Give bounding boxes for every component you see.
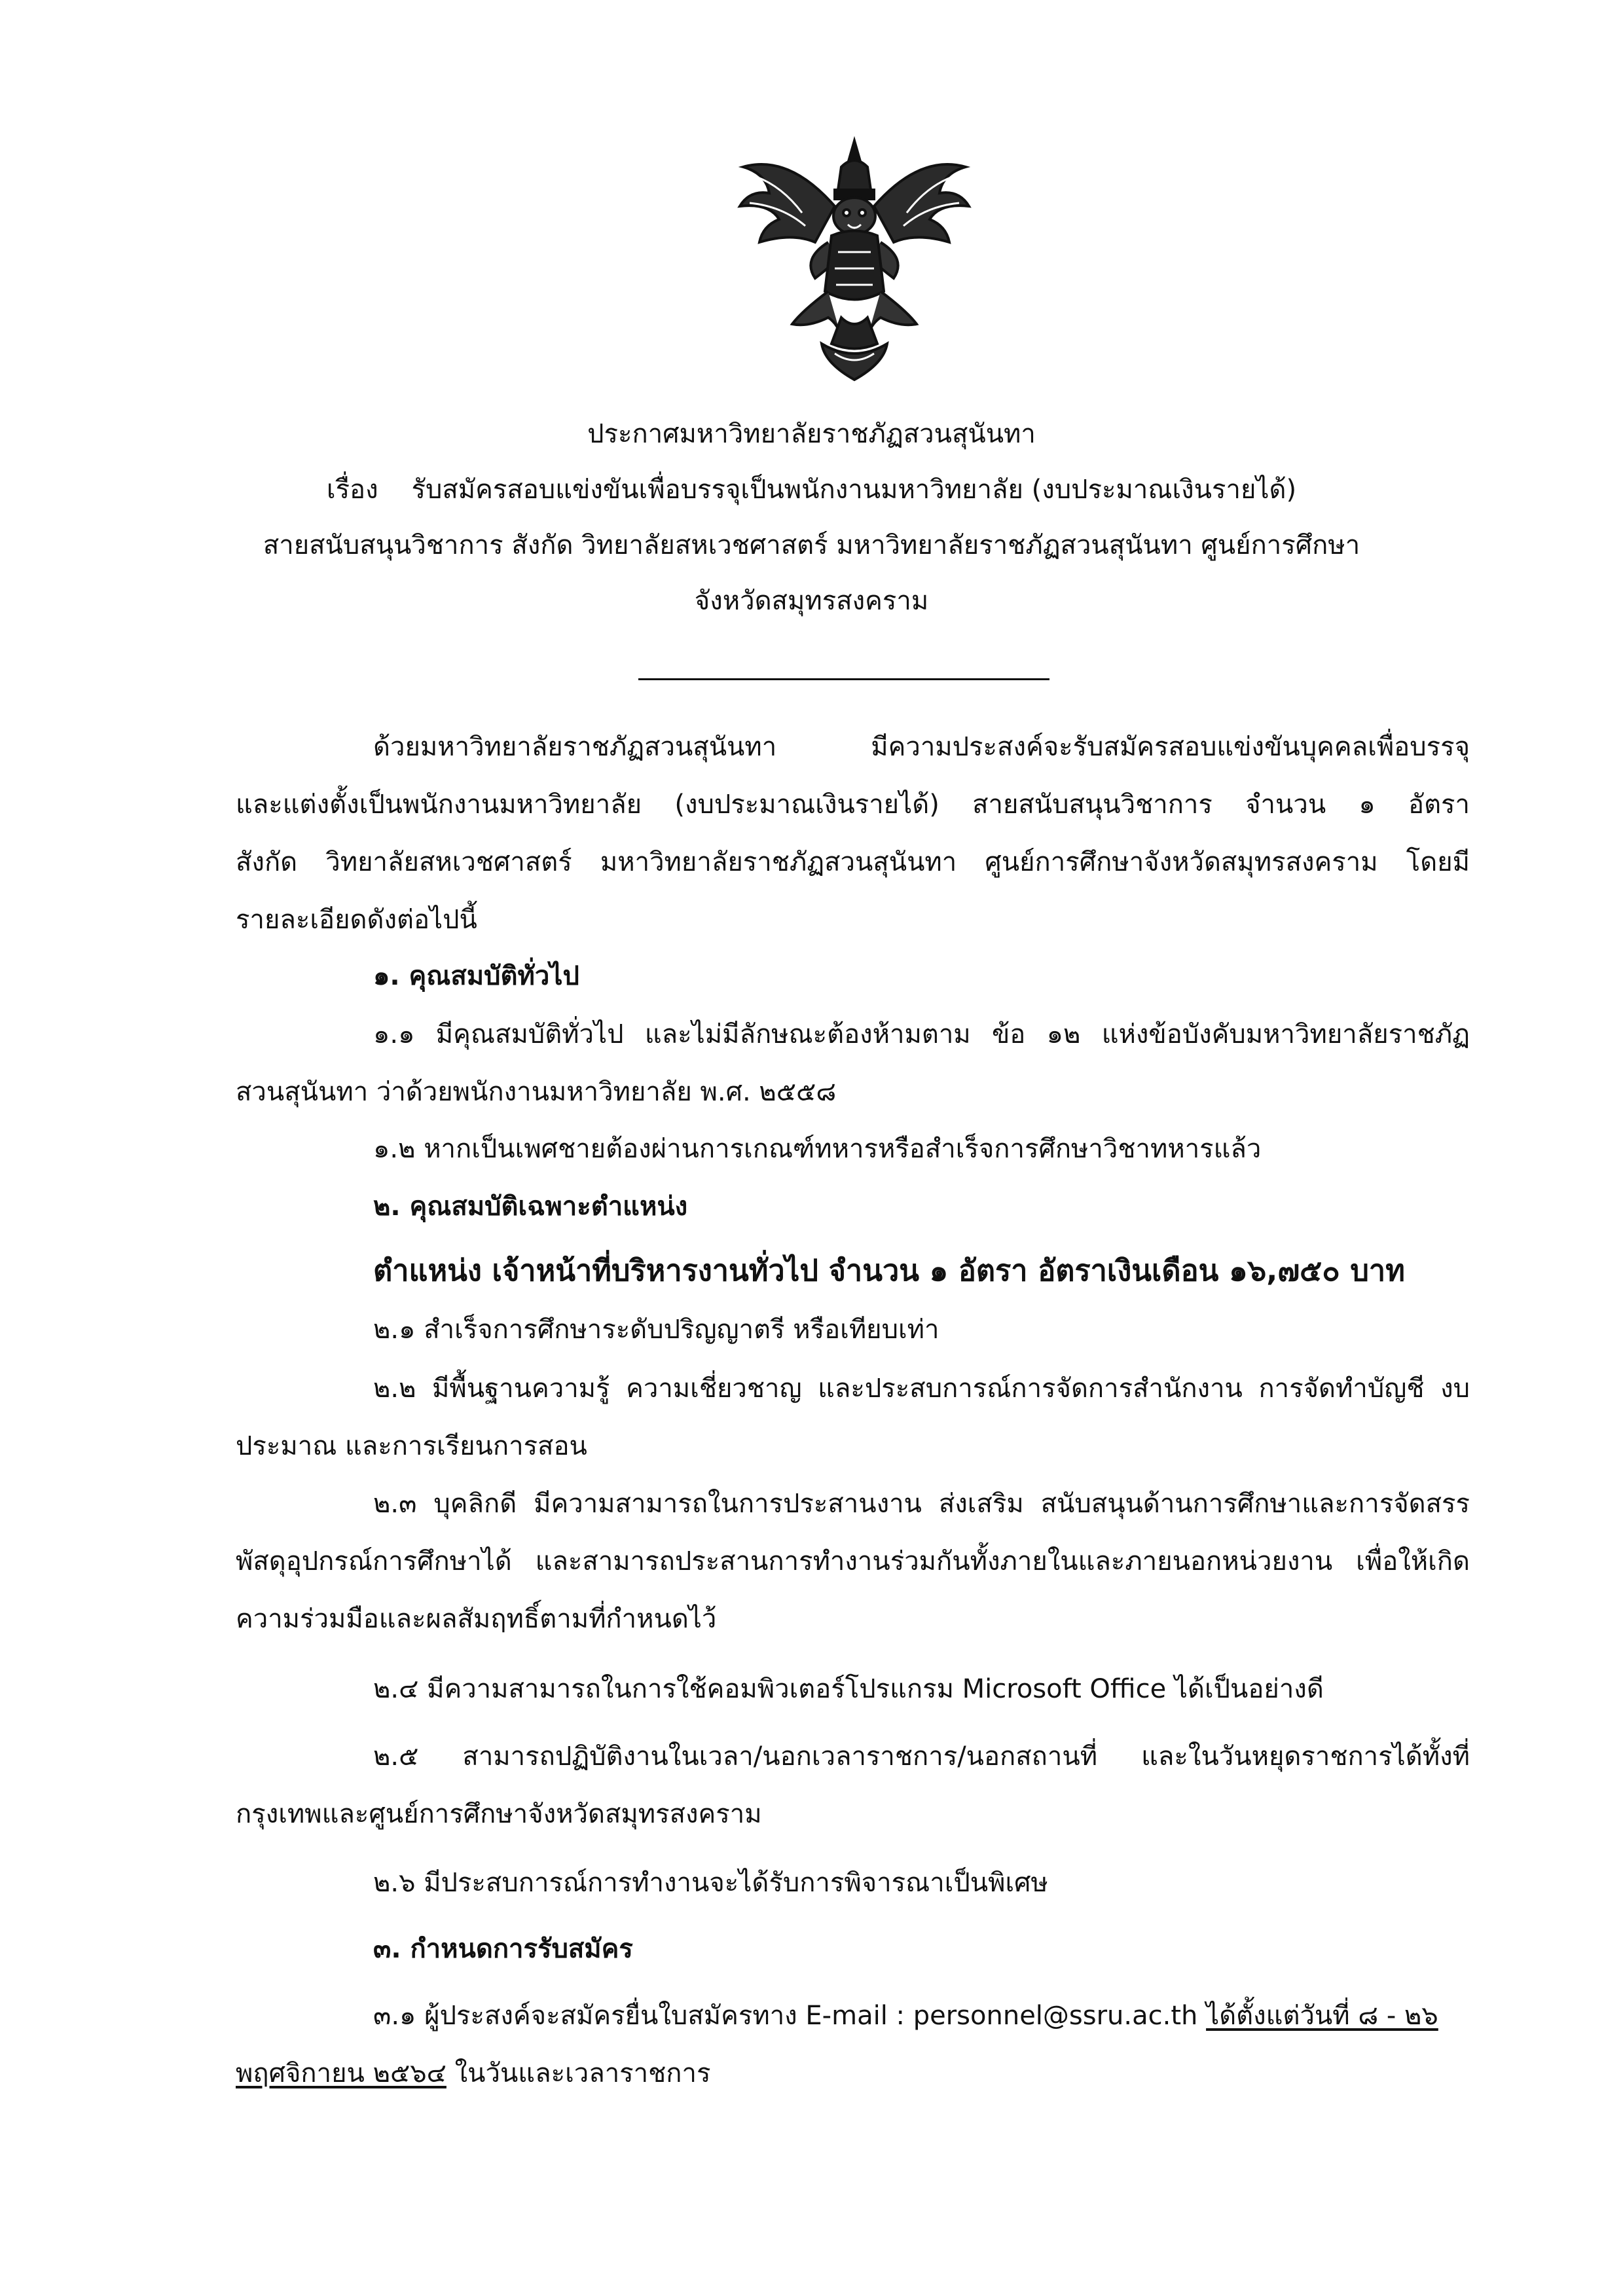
- announcement-affiliation: สายสนับสนุนวิชาการ สังกัด วิทยาลัยสหเวชศาสตร์ มหาวิทยาลัยราชภัฏสวนสุนันทา ศูนย์การศึกษา: [263, 530, 1360, 560]
- intro-line-3: สังกัด วิทยาลัยสหเวชศาสตร์ มหาวิทยาลัยราชภัฏสวนสุนันทา ศูนย์การศึกษาจังหวัดสมุทรสงคราม โดยมี: [236, 847, 1470, 877]
- section-2-item-3-line-3: ความร่วมมือและผลสัมฤทธิ์ตามที่กำหนดไว้: [236, 1604, 717, 1634]
- section-2-item-5-line-2: กรุงเทพและศูนย์การศึกษาจังหวัดสมุทรสงคราม: [236, 1799, 762, 1829]
- application-date-range: ได้ตั้งแต่วันที่ ๘ - ๒๖: [1206, 2001, 1438, 2031]
- section-2-item-2-line-1: ๒.๒ มีพื้นฐานความรู้ ความเชี่ยวชาญ และประสบการณ์การจัดการสำนักงาน การจัดทำบัญชี งบ: [373, 1374, 1470, 1404]
- section-1-item-1-line-2: สวนสุนันทา ว่าด้วยพนักงานมหาวิทยาลัย พ.ศ. ๒๕๕๘: [236, 1077, 837, 1107]
- section-1-heading: ๑. คุณสมบัติทั่วไป: [373, 961, 579, 991]
- section-3-heading: ๓. กำหนดการรับสมัคร: [373, 1934, 633, 1964]
- section-1-item-2: ๑.๒ หากเป็นเพศชายต้องผ่านการเกณฑ์ทหารหรือสำเร็จการศึกษาวิชาทหารแล้ว: [373, 1134, 1262, 1164]
- header-divider: [638, 678, 1049, 680]
- section-3-item-1-line-1: [373, 1994, 1438, 2036]
- announcement-title: ประกาศมหาวิทยาลัยราชภัฏสวนสุนันทา: [587, 419, 1036, 449]
- section-2-item-5-line-1: ๒.๕ สามารถปฏิบัติงานในเวลา/นอกเวลาราชการ/นอกสถานที่ และในวันหยุดราชการได้ทั้งที่: [373, 1741, 1470, 1772]
- section-2-item-3-line-1: ๒.๓ บุคลิกดี มีความสามารถในการประสานงาน ส่งเสริม สนับสนุนด้านการศึกษาและการจัดสรร: [373, 1489, 1470, 1519]
- intro-line-1: ด้วยมหาวิทยาลัยราชภัฏสวนสุนันทา มีความประสงค์จะรับสมัครสอบแข่งขันบุคคลเพื่อบรรจุ: [373, 732, 1470, 762]
- announcement-subject: [0, 468, 1623, 510]
- intro-line-4: รายละเอียดดังต่อไปนี้: [236, 905, 477, 935]
- section-2-item-4: ๒.๔ มีความสามารถในการใช้คอมพิวเตอร์โปรแกรม Microsoft Office ได้เป็นอย่างดี: [373, 1674, 1324, 1704]
- subject-label: เรื่อง: [326, 475, 378, 505]
- announcement-province: จังหวัดสมุทรสงคราม: [694, 586, 929, 616]
- application-time-note: ในวันและเวลาราชการ: [446, 2058, 711, 2088]
- garuda-emblem-icon: [730, 128, 979, 390]
- section-1-item-1-line-1: ๑.๑ มีคุณสมบัติทั่วไป และไม่มีลักษณะต้องห้ามตาม ข้อ ๑๒ แห่งข้อบังคับมหาวิทยาลัยราชภัฏ: [373, 1019, 1470, 1049]
- section-2-item-6: ๒.๖ มีประสบการณ์การทำงานจะได้รับการพิจารณาเป็นพิเศษ: [373, 1868, 1048, 1898]
- section-2-item-2-line-2: ประมาณ และการเรียนการสอน: [236, 1431, 587, 1461]
- application-month-year: พฤศจิกายน ๒๕๖๔: [236, 2058, 447, 2088]
- section-2-item-1: ๒.๑ สำเร็จการศึกษาระดับปริญญาตรี หรือเทียบเท่า: [373, 1315, 939, 1345]
- subject-text: รับสมัครสอบแข่งขันเพื่อบรรจุเป็นพนักงานมหาวิทยาลัย (งบประมาณเงินรายได้): [411, 475, 1297, 505]
- application-email-text: ๓.๑ ผู้ประสงค์จะสมัครยื่นใบสมัครทาง E-mail : personnel@ssru.ac.th: [373, 2001, 1207, 2031]
- position-title: ตำแหน่ง เจ้าหน้าที่บริหารงานทั่วไป จำนวน ๑ อัตรา อัตราเงินเดือน ๑๖,๗๕๐ บาท: [373, 1253, 1405, 1288]
- section-3-item-1-line-2: [236, 2052, 710, 2094]
- section-2-heading: ๒. คุณสมบัติเฉพาะตำแหน่ง: [373, 1192, 688, 1222]
- section-2-item-3-line-2: พัสดุอุปกรณ์การศึกษาได้ และสามารถประสานการทำงานร่วมกันทั้งภายในและภายนอกหน่วยงาน เพื่อให้เกิด: [236, 1546, 1470, 1576]
- intro-line-2: และแต่งตั้งเป็นพนักงานมหาวิทยาลัย (งบประมาณเงินรายได้) สายสนับสนุนวิชาการ จำนวน ๑ อัตรา: [236, 790, 1470, 820]
